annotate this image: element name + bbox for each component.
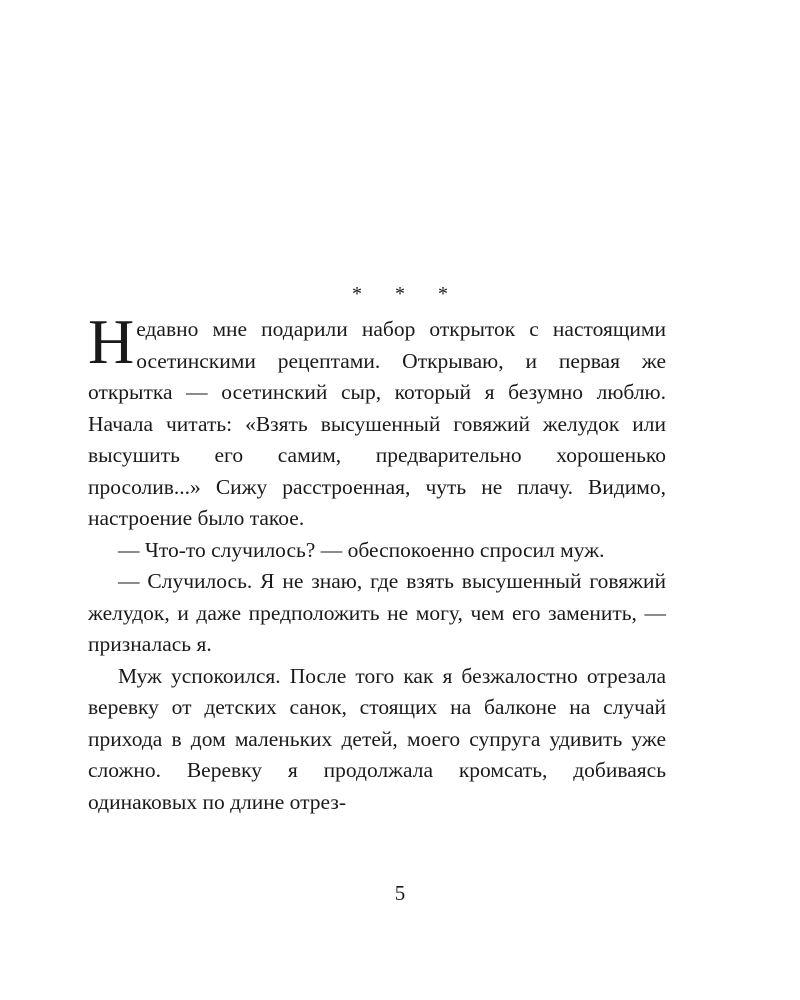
paragraph-1	[88, 306, 666, 535]
paragraph-4: Муж успокоился. После того как я безжалостно отрезала веревку от детских санок, стоящих на балконе на случай прихода в дом маленьких детей, моего супруга удивить уже сложно. Веревку я продолжала кромсать, добиваясь одинаковых по длине отрез-	[88, 663, 666, 814]
page-number: 5	[394, 881, 406, 905]
drop-cap: Н	[88, 306, 135, 377]
paragraph-1-text: едавно мне подарили набор открыток с настоящими осетинскими рецептами. Открываю, и первая же открытка — осетинский сыр, который я безумно люблю. Начала читать: «Взять высушенный говяжий желудок или высушить его самим, предварительно хорошенько просолив...» Сижу расстроенная, чуть не плачу. Видимо, настроение было такое.	[88, 317, 666, 530]
section-separator: * * *	[352, 283, 462, 305]
body-text	[88, 306, 666, 818]
paragraph-2: — Что-то случилось? — обеспокоенно спросил муж.	[118, 537, 605, 562]
paragraph-3: — Случилось. Я не знаю, где взять высушенный говяжий желудок, и даже предположить не могу, чем его заменить, — призналась я.	[88, 569, 666, 656]
